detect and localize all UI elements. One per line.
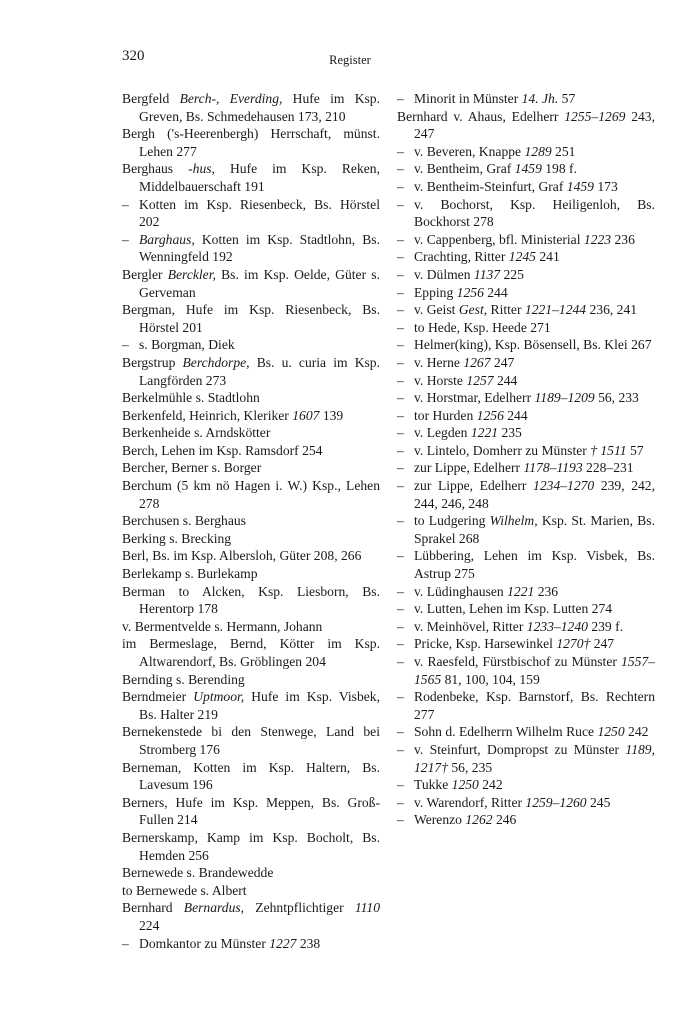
entry-text: Berchum (5 km nö Hagen i. W.) Ksp., Lehen 278	[122, 478, 380, 511]
entry-text: v. Bentheim-Steinfurt, Graf	[414, 178, 567, 194]
entry-italic-text: 1221	[507, 583, 535, 599]
entry-text: Bernhard	[122, 900, 184, 916]
entry-text: 236	[534, 583, 559, 599]
index-entry	[122, 160, 380, 195]
entry-italic-text: 1189, 1217†	[414, 741, 655, 775]
entry-italic-text: 1256	[456, 284, 484, 300]
entry-text: Berkelmühle s. Stadtlohn	[122, 390, 260, 406]
entry-text: 244	[503, 407, 528, 423]
entry-italic-text: 1189–1209	[534, 390, 595, 406]
entry-text: Berlekamp s. Burlekamp	[122, 566, 258, 582]
entry-text: Hufe im Ksp. Reken, Middelbauerschaft 191	[139, 161, 380, 194]
index-entry	[122, 231, 380, 266]
entry-text: v. Raesfeld, Fürstbischof zu Münster	[414, 654, 622, 669]
index-entry	[122, 882, 380, 900]
entry-text: v. Legden	[414, 425, 471, 441]
index-entry	[397, 442, 655, 460]
entry-italic-text: 1221–1244	[524, 302, 587, 318]
index-entry	[397, 336, 655, 354]
index-entry	[122, 196, 380, 231]
index-entry	[397, 354, 655, 372]
entry-text: v. Horste	[414, 372, 467, 388]
entry-italic-text: Berckler,	[167, 266, 216, 282]
entry-italic-text: 1259–1260	[525, 794, 587, 810]
index-entry	[397, 248, 655, 266]
index-entry	[397, 688, 655, 723]
index-entry	[122, 899, 380, 934]
index-entry	[122, 90, 380, 125]
entry-text: zur Lippe, Edelherr	[414, 478, 534, 494]
index-entry	[122, 125, 380, 160]
entry-text: Bercher, Berner s. Borger	[122, 460, 262, 476]
entry-italic-text: 1223	[583, 231, 612, 247]
entry-text: 244	[493, 372, 518, 388]
index-entry	[397, 723, 655, 741]
entry-text: Bernhard v. Ahaus, Edelherr	[397, 108, 565, 124]
index-entry	[397, 459, 655, 477]
entry-text: 236, 241	[586, 302, 638, 318]
entry-text: 239 f.	[587, 618, 624, 634]
entry-text: 173	[593, 178, 618, 194]
entry-text: 56, 233	[594, 390, 639, 406]
entry-text: v. Geist	[414, 302, 459, 318]
entry-text: Ritter	[487, 302, 525, 318]
index-entry	[397, 90, 655, 108]
index-entry	[122, 635, 380, 670]
entry-text: v. Lintelo, Domherr zu Münster	[414, 442, 591, 458]
index-entry	[122, 389, 380, 407]
entry-text: s. Borgman, Diek	[139, 337, 235, 353]
entry-text: zur Lippe, Edelherr	[414, 460, 524, 476]
entry-text: v. Bochorst, Ksp. Heiligenloh, Bs. Bockhorst 278	[414, 196, 655, 230]
entry-text: Berch, Lehen im Ksp. Ramsdorf 254	[122, 442, 323, 458]
index-entry	[122, 935, 380, 953]
entry-italic-text: Barghaus,	[139, 231, 195, 247]
index-entry	[397, 108, 655, 143]
index-entry	[122, 301, 380, 336]
entry-text: Bergfeld	[122, 91, 180, 106]
entry-text: v. Meinhövel, Ritter	[414, 618, 527, 634]
entry-italic-text: 1255–1269	[564, 108, 626, 124]
index-entry	[397, 635, 655, 653]
entry-text: 81, 100, 104, 159	[441, 671, 540, 687]
index-entry	[397, 477, 655, 512]
entry-text: v. Warendorf, Ritter	[414, 794, 526, 810]
index-entry	[397, 372, 655, 390]
entry-text: to Bernewede s. Albert	[122, 882, 247, 898]
entry-text: Bergh ('s-Heerenbergh) Herrschaft, münst. Lehen 277	[122, 126, 380, 159]
entry-italic-text: Uptmoor,	[193, 689, 245, 705]
index-entry	[397, 776, 655, 794]
index-entry	[122, 794, 380, 829]
entry-italic-text: 1234–1270	[533, 478, 595, 494]
entry-text: Berman to Alcken, Ksp. Liesborn, Bs. Herentorp 178	[122, 583, 380, 617]
entry-text: Kotten im Ksp. Stadtlohn, Bs. Wenningfeld 192	[139, 231, 380, 265]
entry-text: Minorit in Münster	[414, 91, 522, 106]
index-entry	[397, 389, 655, 407]
entry-italic-text: 1110	[354, 900, 381, 916]
index-entry	[397, 319, 655, 337]
entry-text: Hufe im Ksp. Greven, Bs. Schmedehausen 173, 210	[139, 91, 380, 124]
entry-text: Berners, Hufe im Ksp. Meppen, Bs. Groß-Fullen 214	[122, 794, 380, 828]
index-entry	[397, 653, 655, 688]
entry-text: Berl, Bs. im Ksp. Albersloh, Güter 208, 266	[122, 548, 362, 564]
entry-text: 238	[296, 935, 321, 951]
entry-text: 57	[558, 91, 576, 106]
entry-italic-text: 1250	[597, 724, 625, 740]
entry-text: Sohn d. Edelherrn Wilhelm Ruce	[414, 724, 598, 740]
index-entry	[122, 424, 380, 442]
entry-text: 246	[492, 812, 517, 828]
entry-italic-text: 1270†	[556, 636, 591, 652]
entry-text: 241	[535, 249, 560, 265]
index-entry	[122, 671, 380, 689]
entry-text: Berking s. Brecking	[122, 530, 232, 546]
index-entry	[122, 723, 380, 758]
entry-text: Bernekenstede bi den Stenwege, Land bei Stromberg 176	[122, 724, 380, 757]
entry-text: v. Horstmar, Edelherr	[414, 390, 535, 406]
entry-text: Berkenheide s. Arndskötter	[122, 425, 271, 441]
index-entry	[397, 741, 655, 776]
entry-text: Tukke	[414, 777, 452, 793]
index-entry	[397, 424, 655, 442]
index-entry	[122, 512, 380, 530]
index-entry	[122, 565, 380, 583]
entry-text: Kotten im Ksp. Riesenbeck, Bs. Hörstel 202	[139, 196, 380, 230]
entry-text: 139	[319, 407, 344, 423]
entry-italic-text: 1607	[292, 407, 320, 423]
index-entry	[122, 547, 380, 565]
index-column-left	[122, 90, 380, 952]
entry-text: 225	[500, 266, 524, 282]
index-entry	[122, 354, 380, 389]
index-entry	[122, 618, 380, 636]
entry-italic-text: 1178–1193	[523, 460, 583, 476]
entry-text: v. Bermentvelde s. Hermann, Johann	[122, 618, 323, 634]
entry-text: 244	[483, 284, 508, 300]
entry-text: Berndmeier	[122, 689, 194, 705]
index-entry	[122, 864, 380, 882]
entry-text: Lübbering, Lehen im Ksp. Visbek, Bs. Astrup 275	[414, 548, 655, 582]
entry-text: 228–231	[582, 460, 634, 476]
index-entry	[397, 512, 655, 547]
entry-text: v. Lüdinghausen	[414, 583, 508, 599]
entry-italic-text: 1459	[514, 161, 542, 177]
entry-text: Crachting, Ritter	[414, 249, 509, 265]
entry-text: Werenzo	[414, 812, 466, 828]
entry-italic-text: Gest,	[458, 302, 488, 318]
index-column-right	[397, 90, 655, 829]
entry-text: 247	[590, 636, 615, 652]
entry-text: Helmer(king), Ksp. Bösensell, Bs. Klei 267	[414, 337, 652, 353]
index-entry	[397, 178, 655, 196]
entry-italic-text: 1256	[476, 407, 504, 423]
page-number: 320	[122, 48, 145, 64]
entry-text: Ksp. St. Marien, Bs. Sprakel 268	[414, 513, 655, 546]
entry-text: 236	[611, 231, 635, 247]
entry-text: v. Steinfurt, Dompropst zu Münster	[414, 741, 626, 757]
entry-italic-text: -hus,	[188, 161, 215, 177]
index-entry	[397, 160, 655, 178]
index-entry	[397, 284, 655, 302]
index-entry	[397, 794, 655, 812]
index-entry	[397, 266, 655, 284]
index-entry	[122, 477, 380, 512]
entry-italic-text: Wilhelm,	[489, 513, 538, 529]
entry-text: 247	[490, 354, 515, 370]
entry-text: Pricke, Ksp. Harsewinkel	[414, 636, 557, 652]
index-entry	[397, 547, 655, 582]
entry-italic-text: 1233–1240	[526, 618, 588, 634]
entry-text: Hufe im Ksp. Visbek, Bs. Halter 219	[139, 689, 380, 722]
entry-italic-text: 14. Jh.	[521, 91, 559, 106]
index-entry	[122, 336, 380, 354]
entry-text: Bergstrup	[122, 354, 183, 370]
entry-text: Berchusen s. Berghaus	[122, 513, 246, 529]
entry-text: Rodenbeke, Ksp. Barnstorf, Bs. Rechtern 277	[414, 689, 655, 722]
entry-text: 57	[626, 442, 644, 458]
entry-italic-text: Berch-, Everding,	[179, 91, 283, 106]
entry-text: Berkenfeld, Heinrich, Kleriker	[122, 407, 293, 423]
entry-text: 198 f.	[541, 161, 577, 177]
entry-italic-text: 1137	[473, 266, 501, 282]
entry-text: v. Bentheim, Graf	[414, 161, 515, 177]
index-entry	[397, 143, 655, 161]
index-entry	[122, 829, 380, 864]
entry-text: v. Dülmen	[414, 266, 474, 282]
index-entry	[122, 530, 380, 548]
index-entry	[397, 811, 655, 829]
entry-italic-text: Berchdorpe,	[182, 354, 250, 370]
entry-text: v. Lutten, Lehen im Ksp. Lutten 274	[414, 601, 613, 617]
index-entry	[397, 231, 655, 249]
entry-text: 224	[139, 917, 160, 933]
entry-text: Bernding s. Berending	[122, 671, 245, 687]
running-head: Register	[329, 53, 371, 67]
entry-text: Bernewede s. Brandewedde	[122, 865, 274, 881]
entry-text: 242	[478, 777, 503, 793]
entry-text: Bernerskamp, Kamp im Ksp. Bocholt, Bs. Hemden 256	[122, 829, 380, 863]
entry-text: Berneman, Kotten im Ksp. Haltern, Bs. Lavesum 196	[122, 759, 380, 793]
entry-italic-text: 1262	[465, 812, 493, 828]
index-entry	[122, 407, 380, 425]
entry-italic-text: 1227	[269, 935, 297, 951]
index-entry	[122, 442, 380, 460]
index-entry	[122, 583, 380, 618]
entry-text: 56, 235	[447, 759, 493, 775]
entry-text: 245	[586, 794, 611, 810]
entry-text: to Ludgering	[414, 513, 490, 529]
index-entry	[122, 759, 380, 794]
entry-italic-text: 1250	[451, 777, 479, 793]
entry-text: v. Herne	[414, 354, 464, 370]
entry-italic-text: Bernardus,	[183, 900, 245, 916]
entry-text: Berghaus	[122, 161, 189, 177]
entry-italic-text: 1289	[524, 143, 552, 159]
entry-italic-text: 1221	[470, 425, 499, 441]
entry-text: v. Cappenberg, bfl. Ministerial	[414, 231, 584, 247]
entry-text: v. Beveren, Knappe	[414, 143, 525, 159]
entry-text: Epping	[414, 284, 457, 300]
entry-text: Bs. im Ksp. Oelde, Güter s. Gerveman	[139, 266, 380, 300]
entry-text: Bs. u. curia im Ksp. Langförden 273	[139, 354, 381, 388]
entry-text: im Bermeslage, Bernd, Kötter im Ksp. Altwarendorf, Bs. Gröblingen 204	[122, 636, 380, 669]
entry-italic-text: † 1511	[590, 442, 627, 458]
entry-text: Bergler	[122, 266, 168, 282]
index-entry	[397, 196, 655, 231]
entry-text: 242	[624, 724, 649, 740]
index-entry	[397, 600, 655, 618]
entry-italic-text: 1245	[508, 249, 536, 265]
index-entry	[397, 407, 655, 425]
entry-text: 243, 247	[414, 108, 656, 142]
entry-italic-text: 1459	[566, 178, 594, 194]
entry-text: 251	[551, 143, 576, 159]
entry-text: Domkantor zu Münster	[139, 935, 270, 951]
index-entry	[397, 301, 655, 319]
index-entry	[122, 266, 380, 301]
entry-text: tor Hurden	[414, 407, 477, 423]
entry-italic-text: 1267	[463, 354, 491, 370]
entry-text: Zehntpflichtiger	[244, 900, 355, 916]
entry-text: 235	[498, 425, 522, 441]
index-entry	[397, 618, 655, 636]
entry-italic-text: 1557–1565	[414, 654, 655, 687]
index-entry	[122, 688, 380, 723]
index-entry	[122, 459, 380, 477]
entry-italic-text: 1257	[466, 372, 494, 388]
entry-text: 239, 242, 244, 246, 248	[414, 478, 655, 511]
index-entry	[397, 583, 655, 601]
entry-text: to Hede, Ksp. Heede 271	[414, 319, 551, 335]
entry-text: Bergman, Hufe im Ksp. Riesenbeck, Bs. Hörstel 201	[122, 302, 380, 335]
